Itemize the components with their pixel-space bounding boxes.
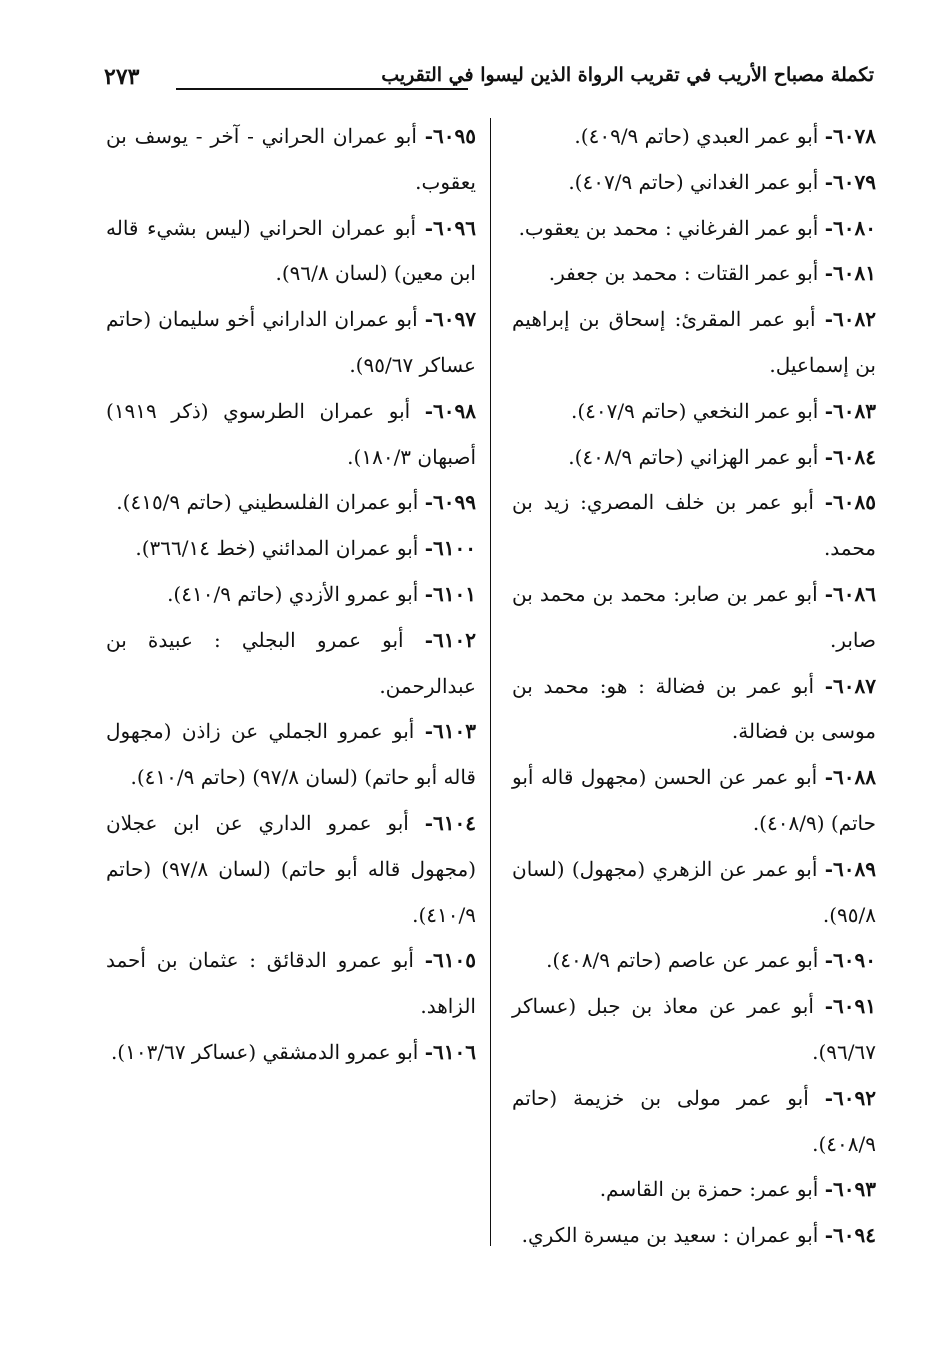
entry-number: ٦١٠٠- (424, 536, 476, 561)
entry (106, 1030, 476, 1076)
entry (512, 938, 876, 984)
entry-number: ٦٠٨٧- (824, 673, 876, 698)
entry-text: أبو عمر الفرغاني : محمد بن يعقوب. (518, 215, 819, 240)
entry-number: ٦١٠٤- (424, 810, 477, 835)
entry (106, 572, 476, 618)
entry-text: أبو عمرو الدمشقي (عساكر ١٠٣/٦٧). (110, 1039, 419, 1064)
entry-number: ٦٠٧٨- (824, 124, 876, 148)
entry-number: ٦٠٩٠- (824, 948, 876, 973)
entry-text: أبو عمر بن فضالة : هو: محمد بن موسى بن فضالة. (512, 673, 876, 744)
entry-number: ٦٠٩٨- (424, 398, 477, 423)
entry-number: ٦٠٨٠- (824, 215, 876, 240)
entry-number: ٦٠٨٣- (824, 398, 876, 423)
entry-text: أبو عمر الهزاني (حاتم ٤٠٨/٩). (568, 444, 819, 469)
entry-text: أبو عمر الغداني (حاتم ٤٠٧/٩). (568, 169, 819, 194)
entry (106, 297, 476, 389)
entry-text: أبو عمر عن معاذ بن جبل (عساكر ٩٦/٦٧). (512, 994, 876, 1064)
entry-text: أبو عمر عن الزهري (مجهول) (لسان ٩٥/٨). (512, 856, 876, 927)
header-rule (176, 88, 468, 90)
entry-text: أبو عمرو الداري عن ابن عجلان (مجهول قاله أبو حاتم) (لسان ٩٧/٨) (حاتم ٤١٠/٩). (106, 810, 476, 927)
page-header (104, 64, 874, 104)
entry-text: أبو عمر بن خلف المصري: زيد بن محمد. (512, 490, 876, 561)
entry (512, 984, 876, 1076)
entry (512, 297, 876, 389)
entry (106, 618, 476, 710)
entry-number: ٦٠٩٢- (824, 1085, 877, 1110)
entry (512, 206, 876, 252)
entry (512, 160, 876, 206)
entry (106, 389, 476, 481)
entry-number: ٦٠٨٨- (824, 765, 877, 790)
entry (512, 572, 876, 664)
entry (512, 1076, 876, 1168)
entry (512, 114, 876, 160)
entry (512, 251, 876, 297)
entry-text: أبو عمر النخعي (حاتم ٤٠٧/٩). (571, 398, 819, 423)
running-title: تكملة مصباح الأريب في تقريب الرواة الذين ليسوا في التقريب (381, 64, 874, 86)
entry-number: ٦٠٩٩- (424, 490, 476, 515)
entry-number: ٦٠٩٦- (424, 215, 476, 240)
entry-number: ٦٠٨٥- (824, 490, 877, 515)
entry-text: أبو عمرو البجلي : عبيدة بن عبدالرحمن. (106, 627, 476, 698)
entry (106, 206, 476, 298)
entry-text: أبو عمر القتات : محمد بن جعفر. (548, 261, 819, 286)
entry (106, 480, 476, 526)
entry-text: أبو عمران الفلسطيني (حاتم ٤١٥/٩). (116, 490, 419, 515)
entry-text: أبو عمر عن الحسن (مجهول قاله أبو حاتم) (٤٠٨/٩). (512, 765, 876, 835)
entry (106, 709, 476, 801)
entry-number: ٦١٠١- (424, 581, 476, 606)
entry-text: أبو عمران الطرسوي (ذكر ١٩١٩) أصبهان ١٨٠/٣). (106, 398, 476, 469)
entry-number: ٦٠٩٤- (824, 1223, 876, 1248)
entry-number: ٦٠٨١- (824, 261, 876, 286)
entry-number: ٦٠٩٧- (424, 307, 476, 332)
entry-number: ٦٠٨٦- (824, 581, 876, 606)
entry-text: أبو عمران : سعيد بن ميسرة الكري. (521, 1223, 819, 1248)
entry-text: أبو عمرو الجملي عن زاذن (مجهول قاله أبو حاتم) (لسان ٩٧/٨) (حاتم ٤١٠/٩). (106, 719, 476, 790)
entry-text: أبو عمر بن صابر: محمد بن محمد بن صابر. (512, 581, 876, 652)
entry-number: ٦٠٩٣- (824, 1177, 876, 1202)
entry-number: ٦١٠٢- (424, 627, 477, 652)
entry-text: أبو عمران الحراني (ليس بشيء قاله ابن معين) (لسان ٩٦/٨). (106, 215, 476, 286)
entry (512, 480, 876, 572)
entry-number: ٦١٠٣- (424, 719, 477, 744)
entry (512, 847, 876, 939)
entry-number: ٦٠٧٩- (824, 169, 876, 194)
entry-number: ٦٠٨٤- (824, 444, 876, 469)
entry-text: أبو عمر عن عاصم (حاتم ٤٠٨/٩). (546, 948, 819, 973)
entry-text: أبو عمر المقرئ: إسحاق بن إبراهيم بن إسماعيل. (512, 307, 876, 377)
column-divider (490, 118, 491, 1246)
entry (106, 938, 476, 1030)
entry (106, 801, 476, 938)
page-number: ٢٧٣ (104, 64, 140, 90)
entry-text: أبو عمرو الأزدي (حاتم ٤١٠/٩). (167, 581, 419, 606)
entry-number: ٦١٠٥- (424, 948, 476, 973)
entry (512, 1167, 876, 1213)
entry (512, 1213, 876, 1259)
entry-number: ٦١٠٦- (424, 1039, 476, 1064)
entry (106, 114, 476, 206)
entry-text: أبو عمران الحراني - آخر - يوسف بن يعقوب. (106, 124, 476, 194)
entry-text: أبو عمران الداراني أخو سليمان (حاتم عساكر ٩٥/٦٧). (106, 307, 476, 377)
left-column (106, 114, 476, 1076)
entry-text: أبو عمر مولى بن خزيمة (حاتم ٤٠٨/٩). (512, 1085, 876, 1156)
entry-number: ٦٠٨٢- (824, 307, 876, 332)
entry-text: أبو عمران المدائني (خط ٣٦٦/١٤). (135, 536, 419, 561)
entry-text: أبو عمرو الدقائق : عثمان بن أحمد الزاهد. (106, 948, 476, 1019)
right-column (512, 114, 876, 1259)
entry-text: أبو عمر: حمزة بن القاسم. (599, 1177, 819, 1202)
entry-number: ٦٠٩٥- (424, 124, 476, 148)
entry (512, 755, 876, 847)
entry (512, 435, 876, 481)
entry-text: أبو عمر العبدي (حاتم ٤٠٩/٩). (574, 124, 819, 148)
entry (512, 389, 876, 435)
entry-number: ٦٠٩١- (824, 994, 877, 1019)
entry-number: ٦٠٨٩- (824, 856, 877, 881)
entry (512, 664, 876, 756)
entry (106, 526, 476, 572)
